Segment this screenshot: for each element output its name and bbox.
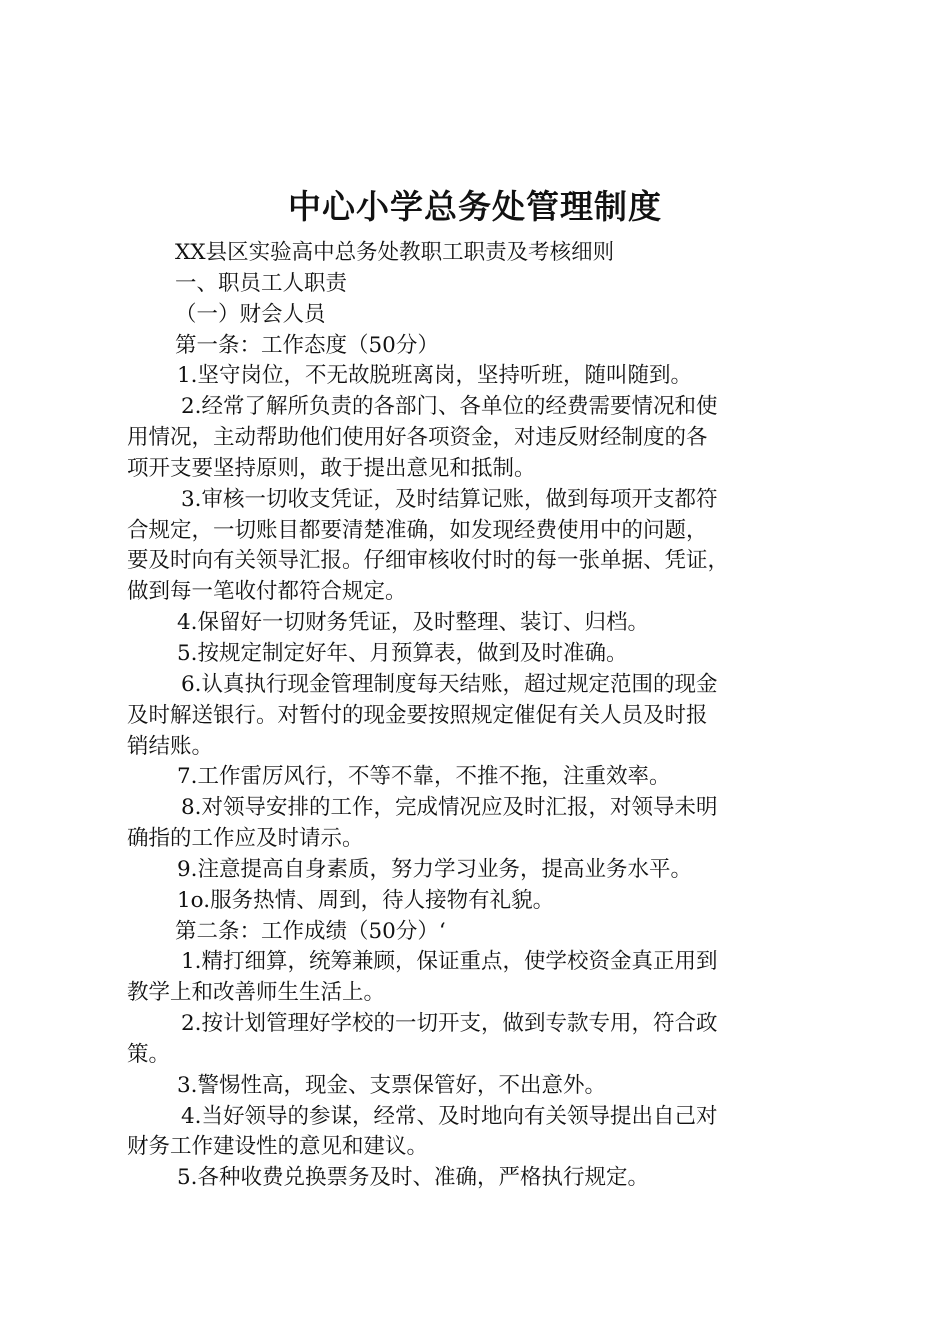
paragraph [127,917,833,948]
text-line: 3.审核一切收支凭证，及时结算记账，做到每项开支都符 [181,486,718,512]
paragraph [127,331,833,362]
paragraph [127,1163,833,1194]
text-line: 6.认真执行现金管理制度每天结账，超过规定范围的现金 [181,671,718,697]
text-line: 销结账。 [127,733,214,759]
text-line: 策。 [127,1041,171,1067]
paragraph [127,300,833,331]
text-line: 2.经常了解所负责的各部门、各单位的经费需要情况和使 [181,394,718,420]
paragraph [127,392,833,485]
text-line: 5.按规定制定好年、月预算表，做到及时准确。 [177,640,628,666]
paragraph [127,886,833,917]
paragraph [127,947,833,1009]
document-title: 中心小学总务处管理制度 [288,187,662,226]
paragraph [127,1009,833,1071]
text-line: 及时解送银行。对暂付的现金要按照规定催促有关人员及时报 [127,702,708,728]
text-line: 4.当好领导的参谋，经常、及时地向有关领导提出自己对 [181,1103,718,1129]
paragraph [127,238,833,269]
paragraph [127,485,833,608]
text-line: 3.警惕性高，现金、支票保管好，不出意外。 [177,1072,607,1098]
text-line: 要及时向有关领导汇报。仔细审核收付时的每一张单据、凭证， [127,548,730,574]
paragraph [127,361,833,392]
text-line: 第一条：工作态度（50分） [175,332,439,358]
text-line: 1.坚守岗位，不无故脱班离岗，坚持听班，随叫随到。 [177,363,693,389]
text-line: 确指的工作应及时请示。 [127,826,364,852]
text-line: 项开支要坚持原则，敢于提出意见和抵制。 [127,455,536,481]
document-body [127,238,833,1194]
text-line: 合规定，一切账目都要清楚准确，如发现经费使用中的问题， [127,517,708,543]
text-line: （一）财会人员 [175,301,326,327]
text-line: 1.精打细算，统筹兼顾，保证重点，使学校资金真正用到 [181,949,718,975]
text-line: 8.对领导安排的工作，完成情况应及时汇报，对领导未明 [181,795,718,821]
text-line: 4.保留好一切财务凭证，及时整理、装订、归档。 [177,610,650,636]
paragraph [127,855,833,886]
paragraph [127,269,833,300]
text-line: 教学上和改善师生生活上。 [127,980,386,1006]
text-line: 财务工作建设性的意见和建议。 [127,1134,429,1160]
text-line: XX县区实验高中总务处教职工职责及考核细则 [175,240,615,265]
text-line: 2.按计划管理好学校的一切开支，做到专款专用，符合政 [181,1011,718,1037]
paragraph [127,608,833,639]
text-line: 一、职员工人职责 [175,270,348,296]
paragraph [127,762,833,793]
paragraph [127,639,833,670]
text-line: 7.工作雷厉风行，不等不靠，不推不拖，注重效率。 [177,764,671,790]
text-line: 1o.服务热情、周到，待人接物有礼貌。 [177,887,555,913]
paragraph [127,1102,833,1164]
text-line: 第二条：工作成绩（50分）‘ [175,918,446,944]
text-line: 5.各种收费兑换票务及时、准确，严格执行规定。 [177,1165,650,1191]
paragraph [127,670,833,763]
text-line: 用情况，主动帮助他们使用好各项资金，对违反财经制度的各 [127,425,708,451]
text-line: 9.注意提高自身素质，努力学习业务，提高业务水平。 [177,856,693,882]
text-line: 做到每一笔收付都符合规定。 [127,579,407,605]
paragraph [127,1071,833,1102]
paragraph [127,793,833,855]
